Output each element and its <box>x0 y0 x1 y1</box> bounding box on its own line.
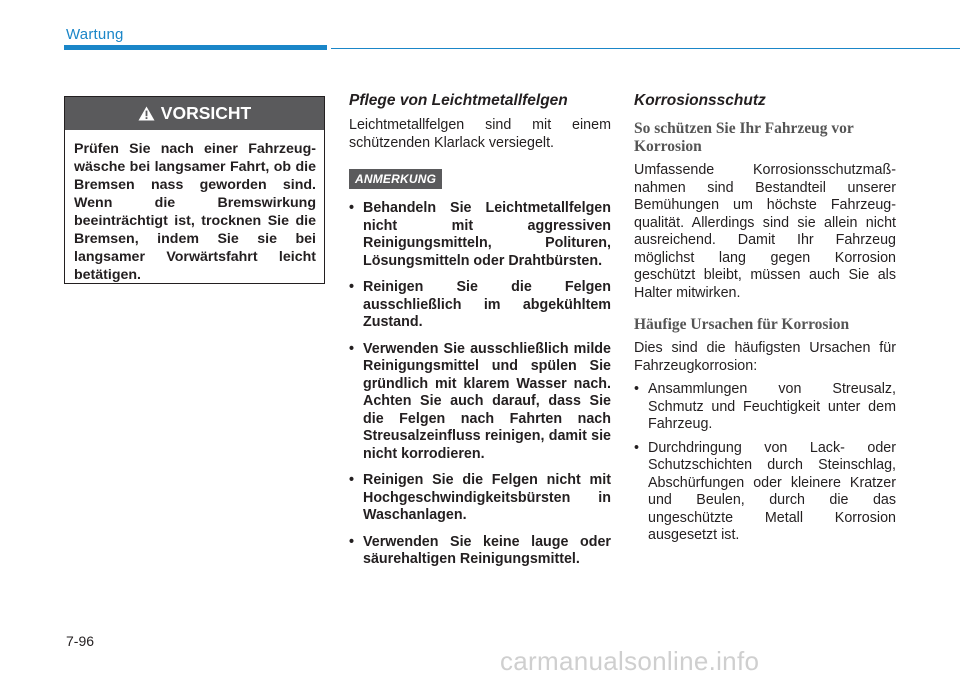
page-number: 7-96 <box>66 633 95 649</box>
alloy-heading: Pflege von Leichtmetallfelgen <box>349 92 568 109</box>
header-rule-thin <box>331 48 960 49</box>
list-item: • Behandeln Sie Leichtmetallfelgen nicht mit aggressiven Reinigungsmitteln, Polituren, Lösungsmitteln oder Drahtbürsten. <box>349 200 611 270</box>
section-title: Wartung <box>66 26 124 43</box>
watermark: carmanualsonline.info <box>500 646 760 676</box>
caution-text: Prüfen Sie nach einer Fahrzeugwäsche bei langsamer Fahrt, ob die Bremsen nass geworden sind. Wenn die Bremswirkung beeinträchtigt ist, trocknen Sie die Bremsen, indem Sie sie bei langsamer Vorwärtsfahrt leicht betätigen. <box>74 141 316 283</box>
note-badge: ANMERKUNG <box>349 169 442 189</box>
caution-header <box>65 97 324 130</box>
list-item: • Durchdringung von Lack- oder Schutzschichten durch Steinschlag, Abschürfungen oder kleinere Kratzer und Beulen, durch die das ungeschützte Metall Korrosion ausgesetzt ist. <box>634 440 896 545</box>
alloy-intro: Leichtmetallfelgen sind mit einem schützenden Klarlack versiegelt. <box>349 117 611 151</box>
list-item: • Verwenden Sie ausschließlich milde Reinigungsmittel und spülen Sie gründlich mit klarem Wasser nach. Achten Sie auch darauf, dass Sie die Felgen nach Fahrten nach Streusalzeinfluss reinigen, damit sie nicht korrodieren. <box>349 341 611 464</box>
corrosion-subheading-causes: Häufige Ursachen für Korrosion <box>634 316 850 333</box>
header-rule-thick <box>64 45 327 50</box>
list-item: • Reinigen Sie die Felgen ausschließlich im abgekühltem Zustand. <box>349 279 611 332</box>
alloy-wheels-column <box>349 92 611 578</box>
list-item: • Reinigen Sie die Felgen nicht mit Hochgeschwindigkeitsbürsten in Waschanlagen. <box>349 472 611 525</box>
alloy-bullet-list <box>349 200 611 569</box>
corrosion-bullet-list <box>634 381 896 545</box>
corrosion-heading: Korrosionsschutz <box>634 92 766 109</box>
list-item: • Ansammlungen von Streusalz, Schmutz und Feuchtigkeit unter dem Fahrzeug. <box>634 381 896 434</box>
list-item: • Verwenden Sie keine lauge oder säurehaltigen Reinigungsmittel. <box>349 534 611 569</box>
corrosion-subheading-protect: So schützen Sie Ihr Fahrzeug vor Korrosion <box>634 120 854 155</box>
caution-title: VORSICHT <box>160 103 252 123</box>
corrosion-paragraph-protect: Umfassende Korrosionsschutzmaßnahmen sind Bestandteil unserer Bemühungen um höchste Fahrzeugqualität. Allerdings sind sie allein nicht ausreichend. Damit Ihr Fahrzeug möglichst lang gegen Korrosion geschützt bleibt, müssen auch Sie als Halter mitwirken. <box>634 162 896 301</box>
corrosion-column <box>634 92 896 551</box>
warning-triangle-icon <box>138 106 155 121</box>
corrosion-paragraph-causes: Dies sind die häufigsten Ursachen für Fahrzeugkorrosion: <box>634 340 896 374</box>
caution-box <box>64 96 325 284</box>
